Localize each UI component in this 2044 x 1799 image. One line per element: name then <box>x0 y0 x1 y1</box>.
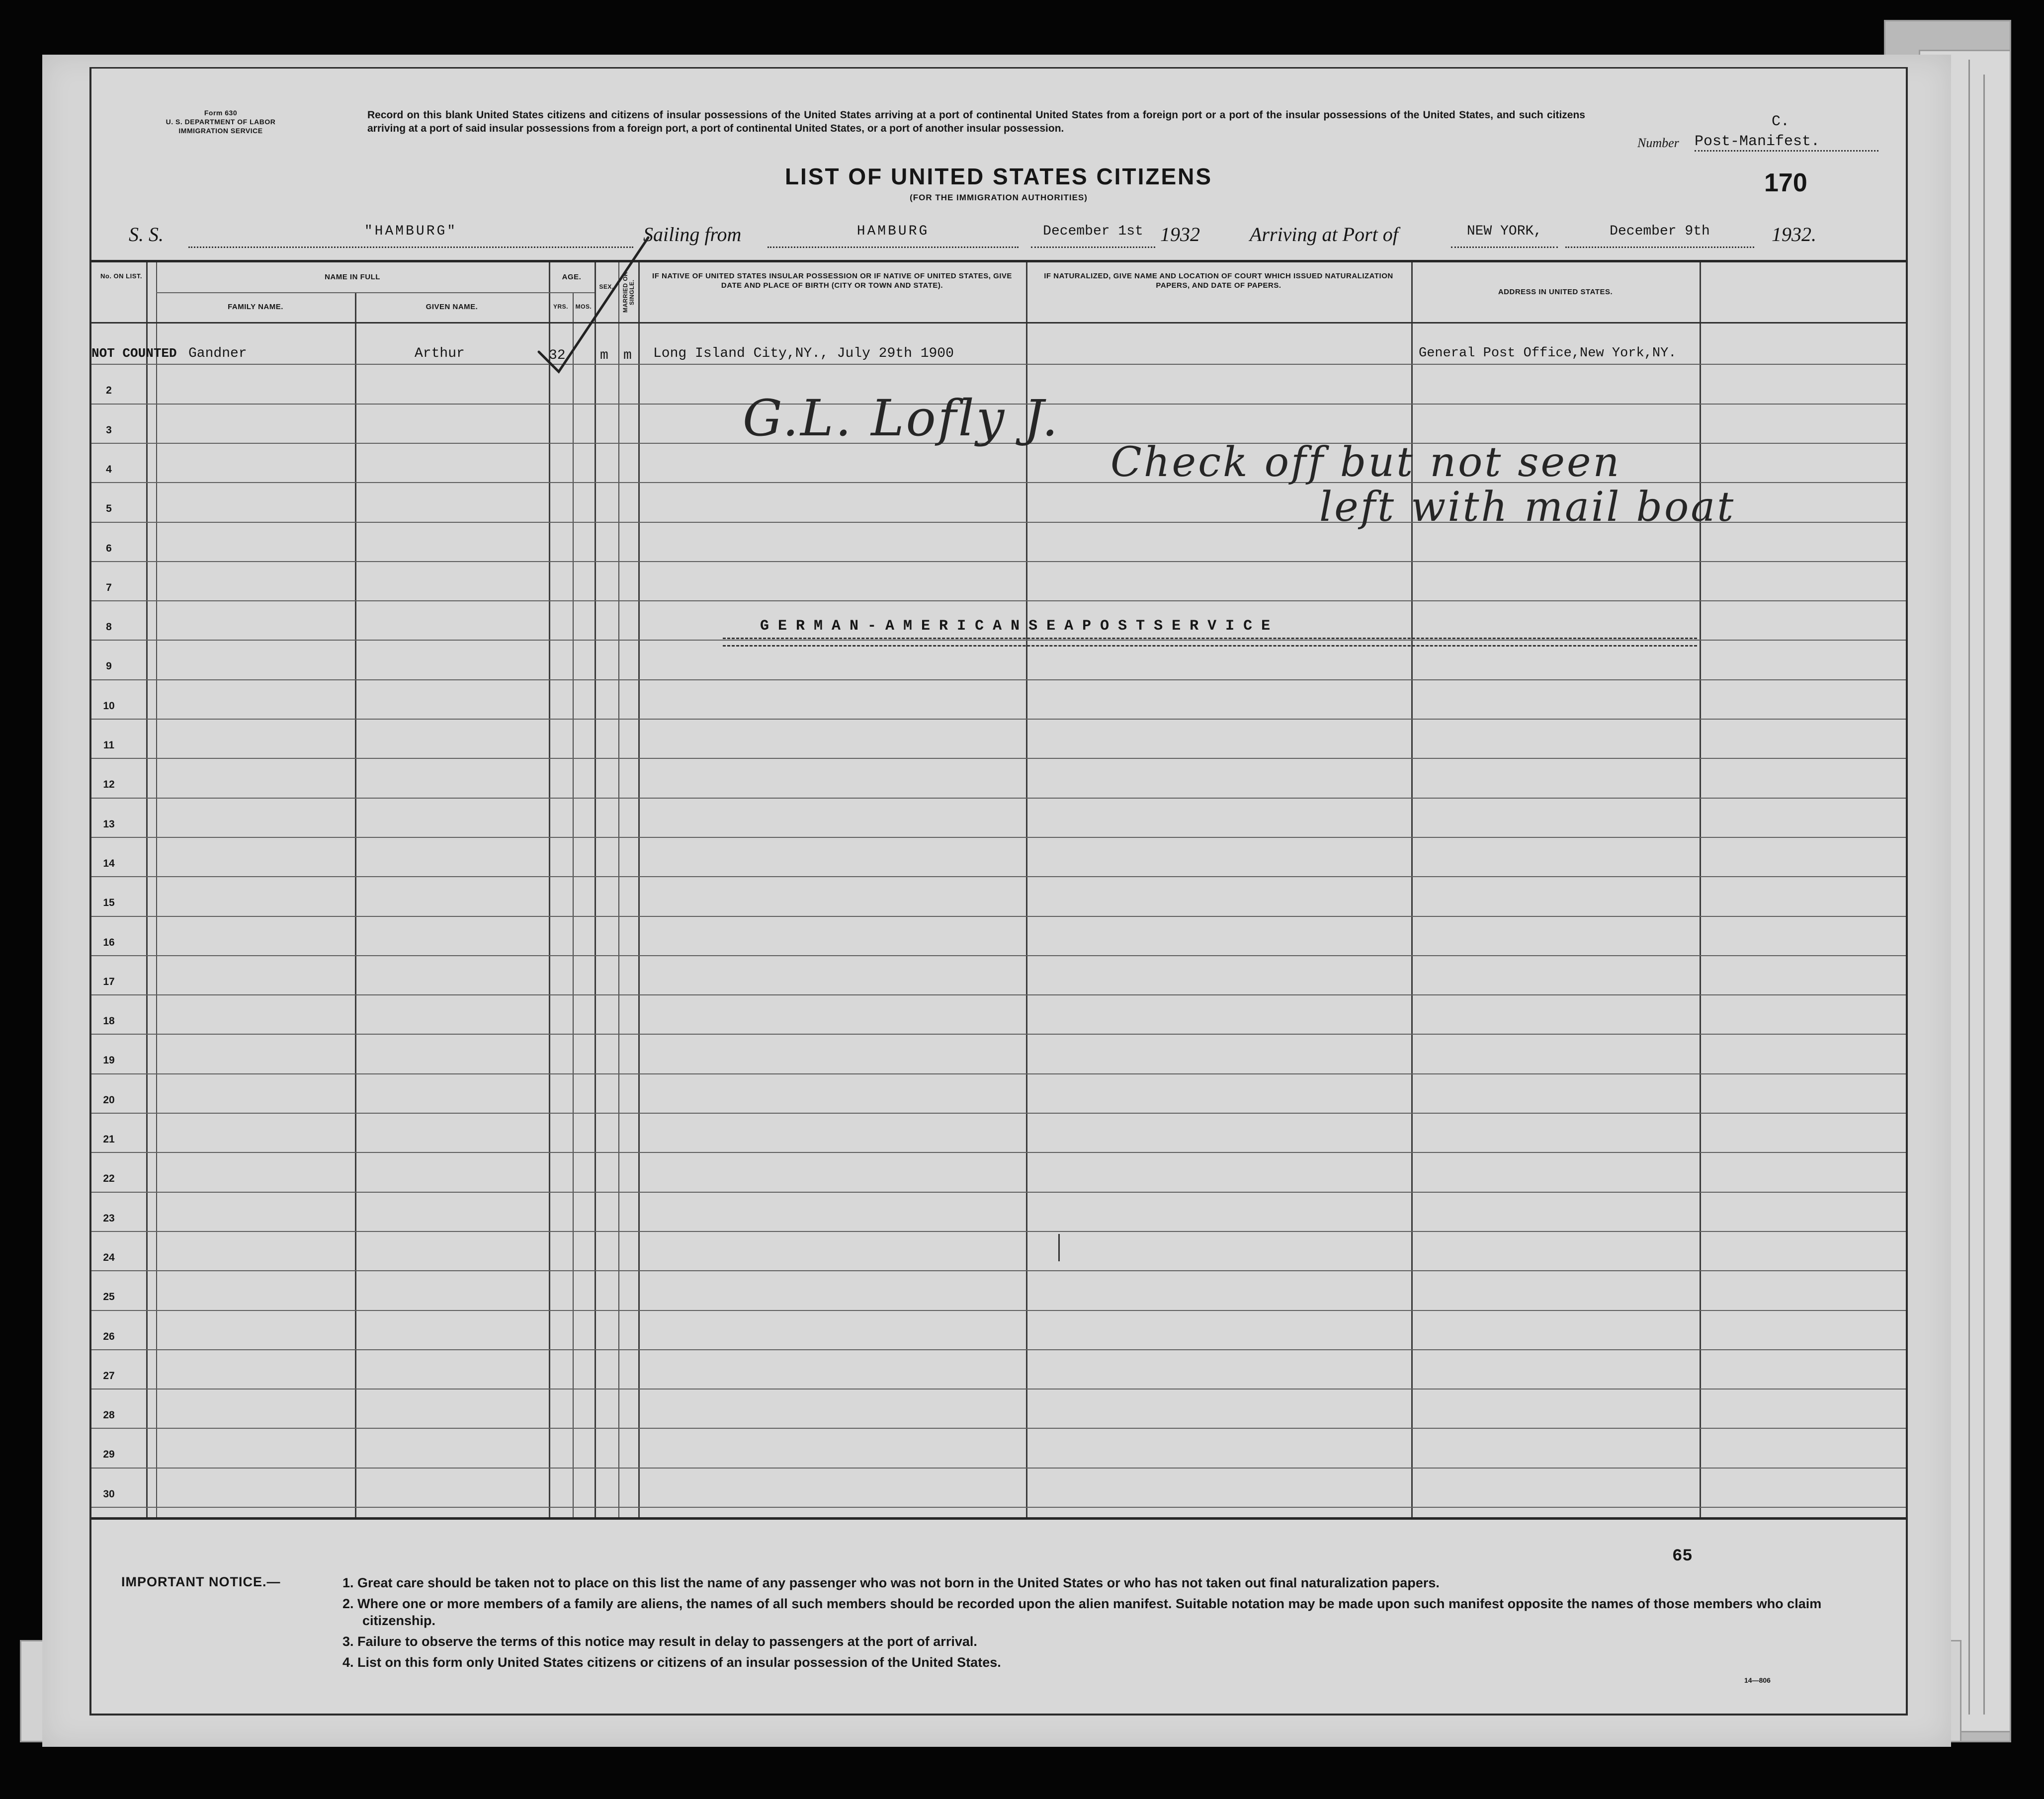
column-divider <box>549 262 550 1517</box>
service-name: IMMIGRATION SERVICE <box>178 127 263 135</box>
number-label: Number <box>1637 136 1679 150</box>
row-number: 20 <box>103 1094 115 1106</box>
column-header-mos: MOS. <box>575 303 592 310</box>
departure-year: 1932 <box>1160 223 1200 245</box>
page-edge-line <box>1983 75 1985 1715</box>
row-number: 30 <box>103 1488 115 1500</box>
row-number: 23 <box>103 1213 115 1224</box>
column-header-no: No. ON LIST. <box>100 272 142 280</box>
row-rule <box>91 955 1906 956</box>
departure-date: December 1st <box>1031 224 1155 248</box>
manifest-number <box>1637 111 1886 156</box>
sailing-label: Sailing from <box>643 223 742 245</box>
row-number: 8 <box>106 621 112 633</box>
arriving-label: Arriving at Port of <box>1250 223 1398 245</box>
corner-number: 65 <box>1672 1547 1693 1566</box>
row-rule <box>91 561 1906 562</box>
row-number: 15 <box>103 897 115 908</box>
arrival-port: NEW YORK, <box>1451 224 1558 248</box>
manifest-sheet <box>42 55 1951 1747</box>
arrival-year: 1932. <box>1772 223 1816 245</box>
row-number: 16 <box>103 937 115 948</box>
row-rule <box>91 994 1906 995</box>
entry-family-name: Gandner <box>188 346 247 361</box>
column-divider <box>1700 262 1701 1517</box>
row-rule <box>91 1349 1906 1350</box>
form-code: 14—806 <box>1744 1676 1771 1684</box>
notice-title: IMPORTANT NOTICE.— <box>121 1574 281 1589</box>
row-number: 13 <box>103 818 115 830</box>
column-header-age: AGE. <box>562 273 582 281</box>
page-number: 170 <box>1764 168 1807 197</box>
column-divider <box>146 262 148 1517</box>
row-rule <box>91 679 1906 680</box>
row-rule <box>91 798 1906 799</box>
row-number: 3 <box>106 424 112 436</box>
column-header-given: GIVEN NAME. <box>426 303 478 311</box>
entry-address: General Post Office,New York,NY. <box>1419 346 1677 361</box>
row-rule <box>91 1389 1906 1390</box>
row-rule <box>91 600 1906 601</box>
row-number: 6 <box>106 543 112 554</box>
row-number: 29 <box>103 1449 115 1460</box>
row-number: 5 <box>106 503 112 514</box>
column-divider <box>618 262 619 1517</box>
row-number: 18 <box>103 1015 115 1027</box>
column-divider <box>1026 262 1027 1517</box>
row-rule <box>91 1152 1906 1153</box>
row-number: 7 <box>106 582 112 593</box>
entry-sex: m <box>600 348 608 363</box>
form-title: LIST OF UNITED STATES CITIZENS <box>784 164 1213 189</box>
row-rule <box>91 364 1906 365</box>
entry-age-years: 32 <box>549 348 566 363</box>
row-number: 24 <box>103 1252 115 1263</box>
notice-item: 4. List on this form only United States citizens or citizens of an insular possession of the United States. <box>342 1655 1001 1670</box>
handwritten-note-1: Check off but not seen <box>1110 439 1621 486</box>
number-value: Post-Manifest. <box>1695 133 1878 152</box>
form-instructions: Record on this blank United States citizens and citizens of insular possessions of the United States arriving at a port of continental United States from a foreign port or a port of the insular possessions of the United States, and such citizens arriving at a port of said insular possessions from a foreign port, a port of continental United States, or a port of another insular possession. <box>367 109 1585 134</box>
double-underline <box>723 638 1697 647</box>
row-rule <box>91 1113 1906 1114</box>
notice-item: 2. Where one or more members of a family are aliens, the names of all such members should be recorded upon the alien manifest. Suitable notation may be made upon such manifest opposite the names of those members who claim citizenship. <box>342 1596 1822 1628</box>
voyage-line <box>91 218 1906 252</box>
seapost-service-stamp: G E R M A N - A M E R I C A N S E A P O S T S E R V I C E <box>760 618 1271 635</box>
handwritten-note-2: left with mail boat <box>1319 484 1736 531</box>
department-name: U. S. DEPARTMENT OF LABOR <box>166 118 276 126</box>
page-edge-line <box>1968 60 1970 1715</box>
row-number: 14 <box>103 858 115 869</box>
form-subtitle: (FOR THE IMMIGRATION AUTHORITIES) <box>910 193 1088 202</box>
row-number: 28 <box>103 1409 115 1421</box>
row-rule <box>91 1073 1906 1074</box>
row-rule <box>91 876 1906 877</box>
row-rule <box>91 1428 1906 1429</box>
row-number: 11 <box>103 739 115 751</box>
column-header-sex: SEX. <box>599 283 614 290</box>
column-divider <box>355 292 356 1517</box>
row-number: 22 <box>103 1173 115 1184</box>
row-rule <box>91 1231 1906 1232</box>
column-header-address: ADDRESS IN UNITED STATES. <box>1498 288 1613 296</box>
row-number: 10 <box>103 700 115 712</box>
row-rule <box>91 837 1906 838</box>
column-header-yrs: YRS. <box>553 303 568 310</box>
column-divider <box>573 292 574 1517</box>
row-rule <box>91 1034 1906 1035</box>
column-header-naturalized: IF NATURALIZED, GIVE NAME AND LOCATION OF COURT WHICH ISSUED NATURALIZATION PAPERS, AND DATE OF PAPERS. <box>1044 272 1393 290</box>
row-rule <box>91 1468 1906 1469</box>
row-number: 27 <box>103 1370 115 1382</box>
row-number: 19 <box>103 1055 115 1066</box>
check-mark-icon <box>529 233 658 382</box>
notice-item: 3. Failure to observe the terms of this notice may result in delay to passengers at the port of arrival. <box>342 1634 977 1649</box>
not-counted-stamp: NOT COUNTED <box>91 346 177 361</box>
entry-given-name: Arthur <box>415 346 465 361</box>
row-number: 17 <box>103 976 115 987</box>
row-number: 2 <box>106 385 112 396</box>
entry-birth-place-date: Long Island City,NY., July 29th 1900 <box>653 346 954 361</box>
column-header-married: MARRIED OR SINGLE. <box>622 271 635 313</box>
subheader-rule <box>156 292 549 293</box>
row-rule <box>91 719 1906 720</box>
row-rule <box>91 1507 1906 1508</box>
row-number: 21 <box>103 1134 115 1145</box>
handwritten-signature: G.L. Lofly J. <box>743 389 1060 447</box>
column-divider <box>156 262 157 1517</box>
entry-marital-status: m <box>623 348 632 363</box>
row-number: 9 <box>106 660 112 672</box>
notice-items <box>342 1574 1851 1675</box>
form-number: Form 630 <box>204 109 238 117</box>
table-bottom-rule <box>91 1517 1906 1520</box>
row-number: 4 <box>106 464 112 475</box>
row-number: 26 <box>103 1331 115 1342</box>
table-top-rule <box>91 260 1906 262</box>
column-header-name: NAME IN FULL <box>325 273 380 281</box>
row-number: 25 <box>103 1291 115 1303</box>
row-rule <box>91 916 1906 917</box>
row-number: 12 <box>103 779 115 790</box>
row-rule <box>91 482 1906 483</box>
row-rule <box>91 1270 1906 1271</box>
form-identifier <box>131 108 310 135</box>
column-header-family: FAMILY NAME. <box>228 303 283 311</box>
notice-item: 1. Great care should be taken not to place on this list the name of any passenger who was not born in the United States or who has not taken out final naturalization papers. <box>342 1575 1440 1590</box>
column-header-native: IF NATIVE OF UNITED STATES INSULAR POSSESSION OR IF NATIVE OF UNITED STATES, GIVE DATE AND PLACE OF BIRTH (CITY OR TOWN AND STATE). <box>652 272 1012 290</box>
ship-name: "HAMBURG" <box>188 224 633 248</box>
number-prefix: C. <box>1772 113 1790 130</box>
stray-mark <box>1058 1234 1060 1261</box>
header-bottom-rule <box>91 322 1906 324</box>
departure-port: HAMBURG <box>767 224 1019 248</box>
row-rule <box>91 1192 1906 1193</box>
manifest-form <box>89 67 1908 1716</box>
row-rule <box>91 1310 1906 1311</box>
column-divider <box>638 262 640 1517</box>
column-divider <box>595 262 596 1517</box>
ss-label: S. S. <box>129 223 164 245</box>
arrival-date: December 9th <box>1565 224 1754 248</box>
row-rule <box>91 758 1906 759</box>
